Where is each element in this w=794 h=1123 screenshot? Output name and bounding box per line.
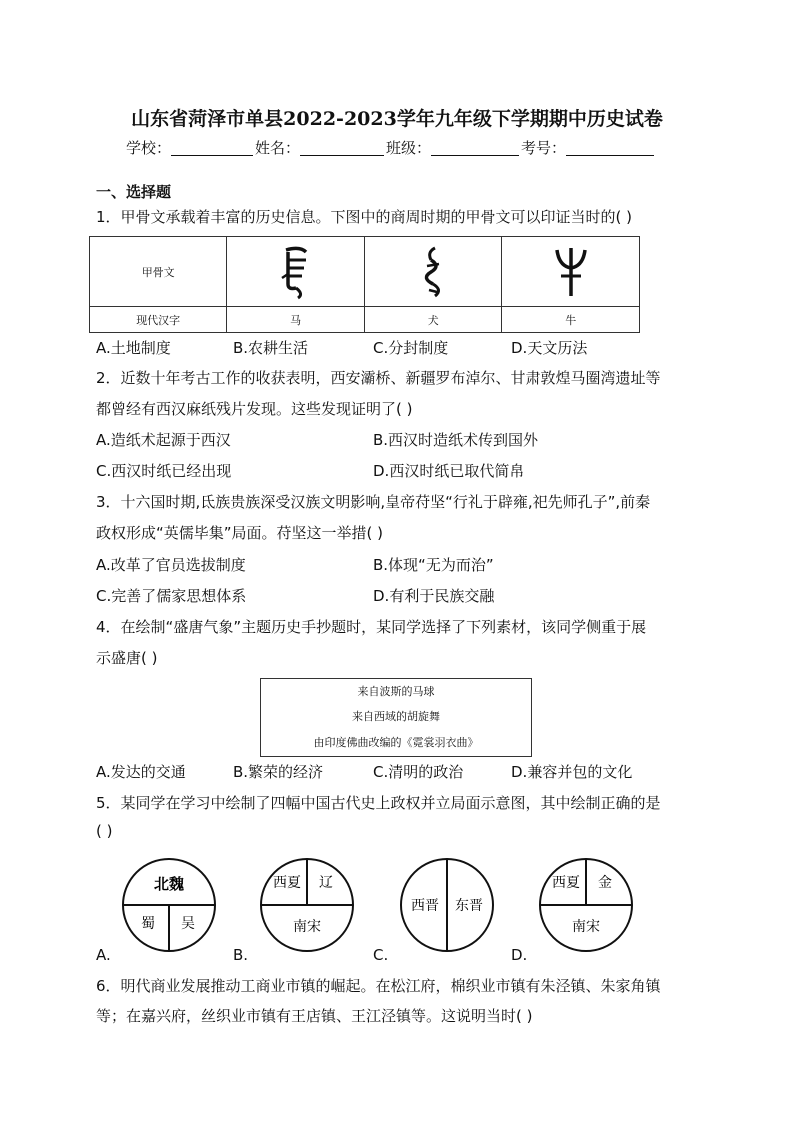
q3-option-c[interactable]: C.完善了儒家思想体系 [96, 587, 247, 605]
q4-stem-line2: 示盛唐( ) [96, 649, 158, 667]
q2-option-d[interactable]: D.西汉时纸已取代简帛 [373, 462, 525, 480]
q2-option-a[interactable]: A.造纸术起源于西汉 [96, 431, 231, 449]
material-line-1: 来自波斯的马球 [357, 685, 435, 698]
q4-option-d[interactable]: D.兼容并包的文化 [511, 763, 633, 781]
class-label: 班级： [386, 139, 432, 157]
modern-char-horse: 马 [227, 307, 365, 333]
name-blank[interactable] [300, 140, 384, 156]
circle-b-top-left: 西夏 [273, 875, 301, 891]
circle-b-bottom: 南宋 [293, 919, 321, 935]
q3-stem-line2: 政权形成“英儒毕集”局面。苻坚这一举措( ) [96, 524, 384, 542]
modern-char-dog: 犬 [364, 307, 502, 333]
q6-stem-line1: 6．明代商业发展推动工商业市镇的崛起。在松江府，棉织业市镇有朱泾镇、朱家角镇 [96, 977, 661, 995]
circle-d-top-right: 金 [598, 875, 612, 891]
name-label: 姓名： [255, 139, 301, 157]
q1-stem: 1．甲骨文承载着丰富的历史信息。下图中的商周时期的甲骨文可以印证当时的( ) [96, 208, 633, 226]
student-info-line [126, 137, 656, 158]
q2-stem-line1: 2．近数十年考古工作的收获表明，西安灞桥、新疆罗布淖尔、甘肃敦煌马圈湾遗址等 [96, 369, 661, 387]
circle-d-bottom: 南宋 [572, 919, 600, 935]
oracle-horse-glyph [227, 237, 365, 307]
q5-option-d[interactable]: D. [511, 946, 528, 964]
oracle-dog-glyph [364, 237, 502, 307]
q1-option-b[interactable]: B.农耕生活 [233, 339, 309, 357]
q5-stem-line1: 5．某同学在学习中绘制了四幅中国古代史上政权并立局面示意图，其中绘制正确的是 [96, 794, 661, 812]
school-label: 学校： [126, 139, 172, 157]
material-line-2: 来自西域的胡旋舞 [352, 710, 440, 723]
q1-option-d[interactable]: D.天文历法 [511, 339, 588, 357]
q4-option-b[interactable]: B.繁荣的经济 [233, 763, 324, 781]
circle-b-top-right: 辽 [319, 875, 333, 891]
q3-option-b[interactable]: B.体现“无为而治” [373, 556, 494, 574]
oracle-ox-glyph [502, 237, 640, 307]
row-label-modern: 现代汉字 [90, 307, 227, 333]
q5-diagram-d [537, 856, 635, 954]
circle-c-left: 西晋 [411, 898, 439, 914]
q1-option-a[interactable]: A.土地制度 [96, 339, 171, 357]
q5-stem-line2: ( ) [96, 822, 113, 840]
q6-stem-line2: 等；在嘉兴府，丝织业市镇有王店镇、王江泾镇等。这说明当时( ) [96, 1007, 533, 1025]
modern-char-ox: 牛 [502, 307, 640, 333]
q2-stem-line2: 都曾经有西汉麻纸残片发现。这些发现证明了( ) [96, 400, 413, 418]
circle-a-top: 北魏 [153, 875, 185, 893]
q5-diagram-c [398, 856, 496, 954]
number-label: 考号： [521, 139, 567, 157]
q4-material-box [260, 678, 532, 757]
material-line-3: 由印度佛曲改编的《霓裳羽衣曲》 [313, 736, 479, 749]
page-title: 山东省菏泽市单县2022-2023学年九年级下学期期中历史试卷 [131, 108, 663, 130]
q4-option-a[interactable]: A.发达的交通 [96, 763, 186, 781]
q2-option-c[interactable]: C.西汉时纸已经出现 [96, 462, 232, 480]
q1-option-c[interactable]: C.分封制度 [373, 339, 449, 357]
q3-option-d[interactable]: D.有利于民族交融 [373, 587, 495, 605]
circle-a-bottom-left: 蜀 [141, 916, 155, 932]
q3-option-a[interactable]: A.改革了官员选拔制度 [96, 556, 246, 574]
q5-option-c[interactable]: C. [373, 946, 389, 964]
class-blank[interactable] [431, 140, 519, 156]
circle-a-bottom-right: 吴 [181, 916, 195, 932]
oracle-bone-table [89, 236, 640, 333]
row-label-oracle: 甲骨文 [90, 237, 227, 307]
number-blank[interactable] [566, 140, 654, 156]
q4-stem-line1: 4．在绘制“盛唐气象”主题历史手抄题时，某同学选择了下列素材，该同学侧重于展 [96, 618, 647, 636]
circle-d-top-left: 西夏 [552, 875, 580, 891]
school-blank[interactable] [171, 140, 253, 156]
section-heading: 一、选择题 [96, 183, 172, 201]
circle-c-right: 东晋 [455, 898, 483, 914]
q5-option-a[interactable]: A. [96, 946, 111, 964]
q2-option-b[interactable]: B.西汉时造纸术传到国外 [373, 431, 539, 449]
q3-stem-line1: 3．十六国时期,氐族贵族深受汉族文明影响,皇帝苻坚“行礼于辟雍,祀先师孔子”,前秦 [96, 493, 651, 511]
q5-diagram-b [258, 856, 356, 954]
q4-option-c[interactable]: C.清明的政治 [373, 763, 464, 781]
q5-diagram-a [120, 856, 218, 954]
q5-option-b[interactable]: B. [233, 946, 249, 964]
